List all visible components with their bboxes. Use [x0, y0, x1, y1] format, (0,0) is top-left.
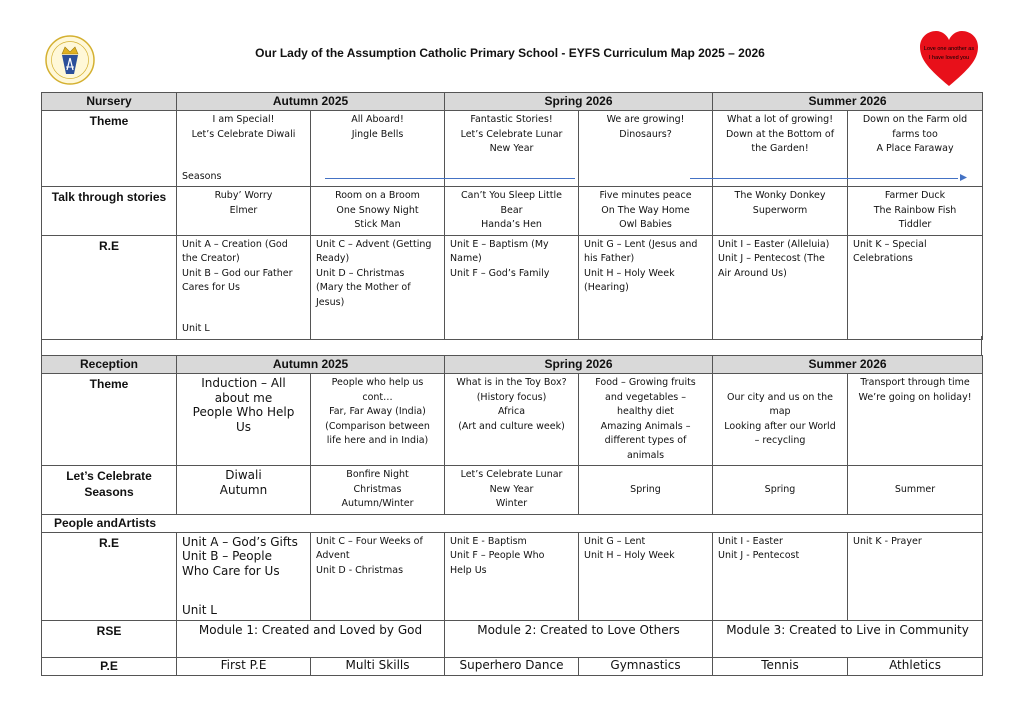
- reception-pe-row: [42, 657, 983, 675]
- section-gap: [41, 336, 982, 355]
- seasons-label: Seasons: [182, 170, 222, 182]
- story-cell: The Wonky Donkey Superworm: [713, 187, 848, 236]
- theme-cell: Induction – All about me People Who Help Us: [177, 374, 311, 466]
- nursery-re-row: [42, 235, 983, 339]
- row-label-rse: RSE: [42, 620, 177, 657]
- celebrate-cell: Diwali Autumn: [177, 466, 311, 515]
- reception-artists-row: [42, 514, 983, 532]
- theme-cell: Down on the Farm old farms too A Place Faraway: [848, 111, 983, 187]
- re-cell: Unit I - Easter Unit J - Pentecost: [713, 532, 848, 620]
- summer-header: Summer 2026: [713, 356, 983, 374]
- heart-line-1: Love one another as: [923, 46, 975, 52]
- story-cell: Farmer Duck The Rainbow Fish Tiddler: [848, 187, 983, 236]
- reception-re-row: [42, 532, 983, 620]
- theme-cell: Food – Growing fruits and vegetables – healthy diet Amazing Animals – different types of animals: [579, 374, 713, 466]
- theme-cell: We are growing! Dinosaurs?: [579, 111, 713, 187]
- reception-header: Reception: [42, 356, 177, 374]
- theme-cell: All Aboard! Jingle Bells: [311, 111, 445, 187]
- spring-header: Spring 2026: [445, 356, 713, 374]
- autumn-header: Autumn 2025: [177, 93, 445, 111]
- seasons-line-summer: [690, 178, 958, 179]
- rse-module-1: Module 1: Created and Loved by God: [177, 620, 445, 657]
- pe-cell: Superhero Dance: [445, 657, 579, 675]
- celebrate-cell: Let’s Celebrate Lunar New Year Winter: [445, 466, 579, 515]
- re-cell: Unit K – Special Celebrations: [848, 235, 983, 339]
- theme-cell: What is in the Toy Box? (History focus) Africa (Art and culture week): [445, 374, 579, 466]
- celebrate-cell: Bonfire Night Christmas Autumn/Winter: [311, 466, 445, 515]
- reception-rse-row: [42, 620, 983, 657]
- pe-cell: Athletics: [848, 657, 983, 675]
- row-label-re: R.E: [42, 235, 177, 339]
- celebrate-cell: Spring: [713, 466, 848, 515]
- re-cell: Unit E - Baptism Unit F – People Who Help Us: [445, 532, 579, 620]
- nursery-theme-row: [42, 111, 983, 187]
- row-label-theme: Theme: [42, 111, 177, 187]
- theme-cell: Transport through time We’re going on holiday!: [848, 374, 983, 466]
- nursery-header: Nursery: [42, 93, 177, 111]
- page-title: Our Lady of the Assumption Catholic Primary School - EYFS Curriculum Map 2025 – 2026: [255, 46, 765, 60]
- re-cell: Unit C – Four Weeks of Advent Unit D - Christmas: [311, 532, 445, 620]
- pe-cell: First P.E: [177, 657, 311, 675]
- re-cell: Unit A – Creation (God the Creator) Unit B – God our Father Cares for Us Unit L: [177, 235, 311, 339]
- re-cell: Unit E – Baptism (My Name) Unit F – God’s Family: [445, 235, 579, 339]
- spring-header: Spring 2026: [445, 93, 713, 111]
- autumn-header: Autumn 2025: [177, 356, 445, 374]
- theme-cell: Fantastic Stories! Let’s Celebrate Lunar New Year: [445, 111, 579, 187]
- seasons-line-autumn: [325, 178, 575, 179]
- re-cell: Unit G – Lent (Jesus and his Father) Unit H – Holy Week (Hearing): [579, 235, 713, 339]
- reception-header-row: [42, 356, 983, 374]
- re-cell: Unit I – Easter (Alleluia) Unit J – Pentecost (The Air Around Us): [713, 235, 848, 339]
- row-label-theme: Theme: [42, 374, 177, 466]
- nursery-stories-row: [42, 187, 983, 236]
- theme-cell: Our city and us on the map Looking after our World – recycling: [713, 374, 848, 466]
- row-label-stories: Talk through stories: [42, 187, 177, 236]
- row-label-pe: P.E: [42, 657, 177, 675]
- theme-cell: What a lot of growing! Down at the Bottom of the Garden!: [713, 111, 848, 187]
- celebrate-cell: Spring: [579, 466, 713, 515]
- rse-module-2: Module 2: Created to Love Others: [445, 620, 713, 657]
- row-label-celebrate: Let’s Celebrate Seasons: [42, 466, 177, 515]
- reception-table: [41, 355, 983, 676]
- story-cell: Can’t You Sleep Little Bear Handa’s Hen: [445, 187, 579, 236]
- heart-motto-icon: [918, 30, 980, 88]
- theme-cell: I am Special! Let’s Celebrate Diwali Seasons: [177, 111, 311, 187]
- re-cell: Unit A – God’s Gifts Unit B – People Who Care for Us Unit L: [177, 532, 311, 620]
- rse-module-3: Module 3: Created to Live in Community: [713, 620, 983, 657]
- row-label-re: R.E: [42, 532, 177, 620]
- celebrate-cell: Summer: [848, 466, 983, 515]
- story-cell: Ruby’ Worry Elmer: [177, 187, 311, 236]
- story-cell: Five minutes peace On The Way Home Owl Babies: [579, 187, 713, 236]
- nursery-table: [41, 92, 983, 340]
- re-cell: Unit K - Prayer: [848, 532, 983, 620]
- nursery-header-row: [42, 93, 983, 111]
- re-cell: Unit G – Lent Unit H – Holy Week: [579, 532, 713, 620]
- pe-cell: Multi Skills: [311, 657, 445, 675]
- unit-l-label: Unit L: [182, 323, 210, 334]
- unit-l-label: Unit L: [182, 603, 217, 617]
- re-cell: Unit C – Advent (Getting Ready) Unit D – Christmas (Mary the Mother of Jesus): [311, 235, 445, 339]
- arrow-right-icon: [959, 173, 968, 182]
- summer-header: Summer 2026: [713, 93, 983, 111]
- story-cell: Room on a Broom One Snowy Night Stick Man: [311, 187, 445, 236]
- pe-cell: Tennis: [713, 657, 848, 675]
- reception-theme-row: [42, 374, 983, 466]
- school-crest-logo: [44, 34, 96, 86]
- row-label-artists: People andArtists: [42, 514, 983, 532]
- pe-cell: Gymnastics: [579, 657, 713, 675]
- theme-cell: People who help us cont… Far, Far Away (India) (Comparison between life here and in India): [311, 374, 445, 466]
- reception-celebrate-row: [42, 466, 983, 515]
- heart-line-2: I have loved you: [928, 55, 970, 61]
